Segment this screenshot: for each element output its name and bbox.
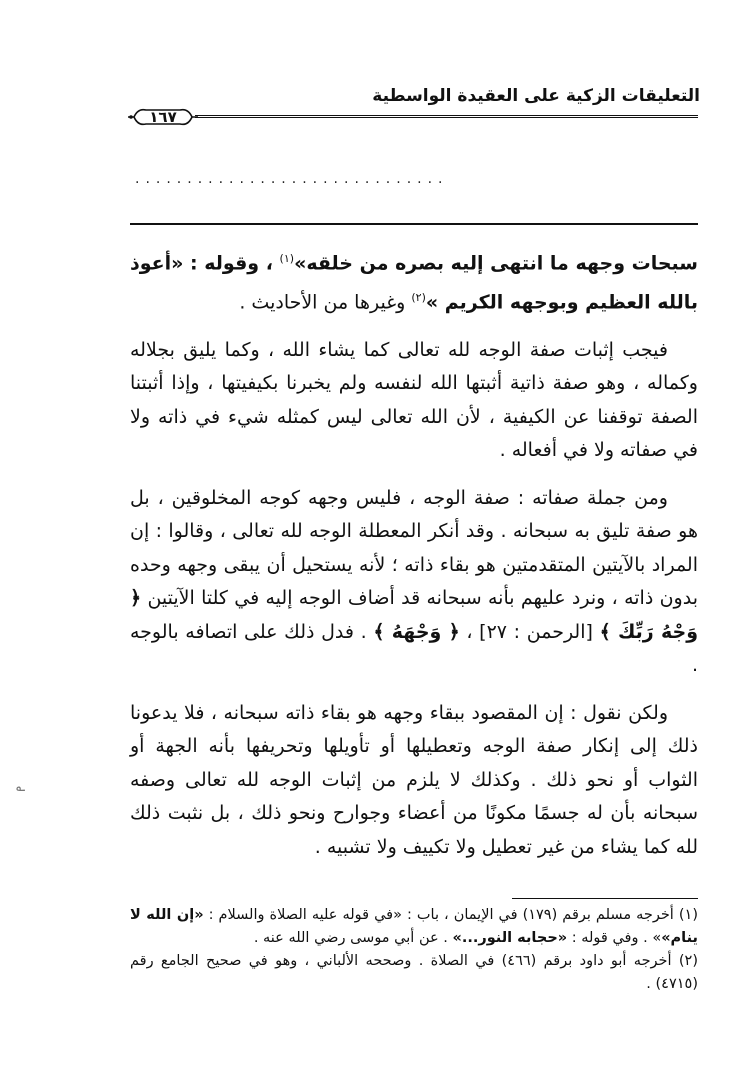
footnote-1-mid: » . وفي قوله : [567,930,662,946]
footnote-1-bold-2: «حجابه النور...» [452,930,568,946]
footnote-2: (٢) أخرجه أبو داود برقم (٤٦٦) في الصلاة . وصححه الألباني ، وهو في صحيح الجامع رقم (٤٧١٥) . [130,953,698,992]
paragraph-4: ولكن نقول : إن المقصود ببقاء وجهه هو بقاء ذاته سبحانه ، فلا يدعونا ذلك إلى إنكار صفة الوجه وتعطيلها أو تأويلها وتحريفها بأنه الجهة أو الثواب أو نحو ذلك . وكذلك لا يلزم من إثبات الوجه لله تعالى وصفه سبحانه بأن له جسمًا مكونًا من أعضاء وجوارح ونحو ذلك ، بل نثبت ذلك لله كما يشاء من غير تعطيل ولا تكييف ولا تشبيه . [130,701,698,858]
section-rule [130,223,698,225]
paragraph-2: فيجب إثبات صفة الوجه لله تعالى كما يشاء الله ، وكما يليق بجلاله وكماله ، وهو صفة ذاتية أثبتها الله لنفسه ولم يخبرنا بكيفيتها ، وإذا أثبتنا الصفة توقفنا عن الكيفية ، لأن الله تعالى ليس كمثله شيء في ذاته ولا في صفاته ولا في أفعاله . [130,338,698,462]
hadith-quote-2: ، وقوله : «أعوذ بالله العظيم وبوجهه الكريم » [130,252,698,314]
footnote-1-text: (١) أخرجه مسلم برقم (١٧٩) في الإيمان ، باب : «في قوله عليه الصلاة والسلام : [203,907,698,923]
footnote-rule [512,898,698,899]
margin-mark: ؎ [16,776,26,795]
quran-verse-1: ﴿ وَجْهُ رَبِّكَ ﴾ [130,587,699,643]
footnote-ref-2: (٢) [411,290,426,304]
footnote-1-bold: «إن الله لا ينام» [130,907,698,946]
paragraph-1-tail: وغيرها من الأحاديث . [239,291,412,314]
header-rule [195,115,698,118]
paragraph-3-text: ومن جملة صفاته : صفة الوجه ، فليس وجهه كوجه المخلوقين ، بل هو صفة تليق به سبحانه . وقد أنكر المعطلة الوجه لله تعالى ، وقالوا : إن المراد بالآيتين المتقدمتين هو بقاء ذاته ؛ لأنه يستحيل أن يبقى وجهه وحده بدون ذاته ، ونرد عليهم بأنه سبحانه قد أضاف الوجه إليه في كلتا الآيتين [130,486,698,610]
footnote-1-tail: . عن أبي موسى رضي الله عنه . [253,930,453,946]
dotted-separator: .............................. [135,171,449,187]
quran-verse-2: ﴿ وَجْهَهُ ﴾ [373,620,460,643]
paragraph-3 [130,482,698,683]
footnote-1 [130,904,698,950]
page-number: ١٦٧ [149,108,177,126]
footnote-ref-1: (١) [279,252,295,265]
surah-reference: [الرحمن : ٢٧] ، [459,620,600,643]
paragraph-1 [130,242,698,320]
footnotes [130,904,698,996]
page-number-ornament [128,106,198,128]
paragraph-3-tail: . فدل ذلك على اتصافه بالوجه . [130,620,698,677]
main-text [130,242,698,864]
hadith-quote: سبحات وجهه ما انتهى إليه بصره من خلقه» [294,252,698,275]
running-header-title: التعليقات الزكية على العقيدة الواسطية [372,86,700,106]
